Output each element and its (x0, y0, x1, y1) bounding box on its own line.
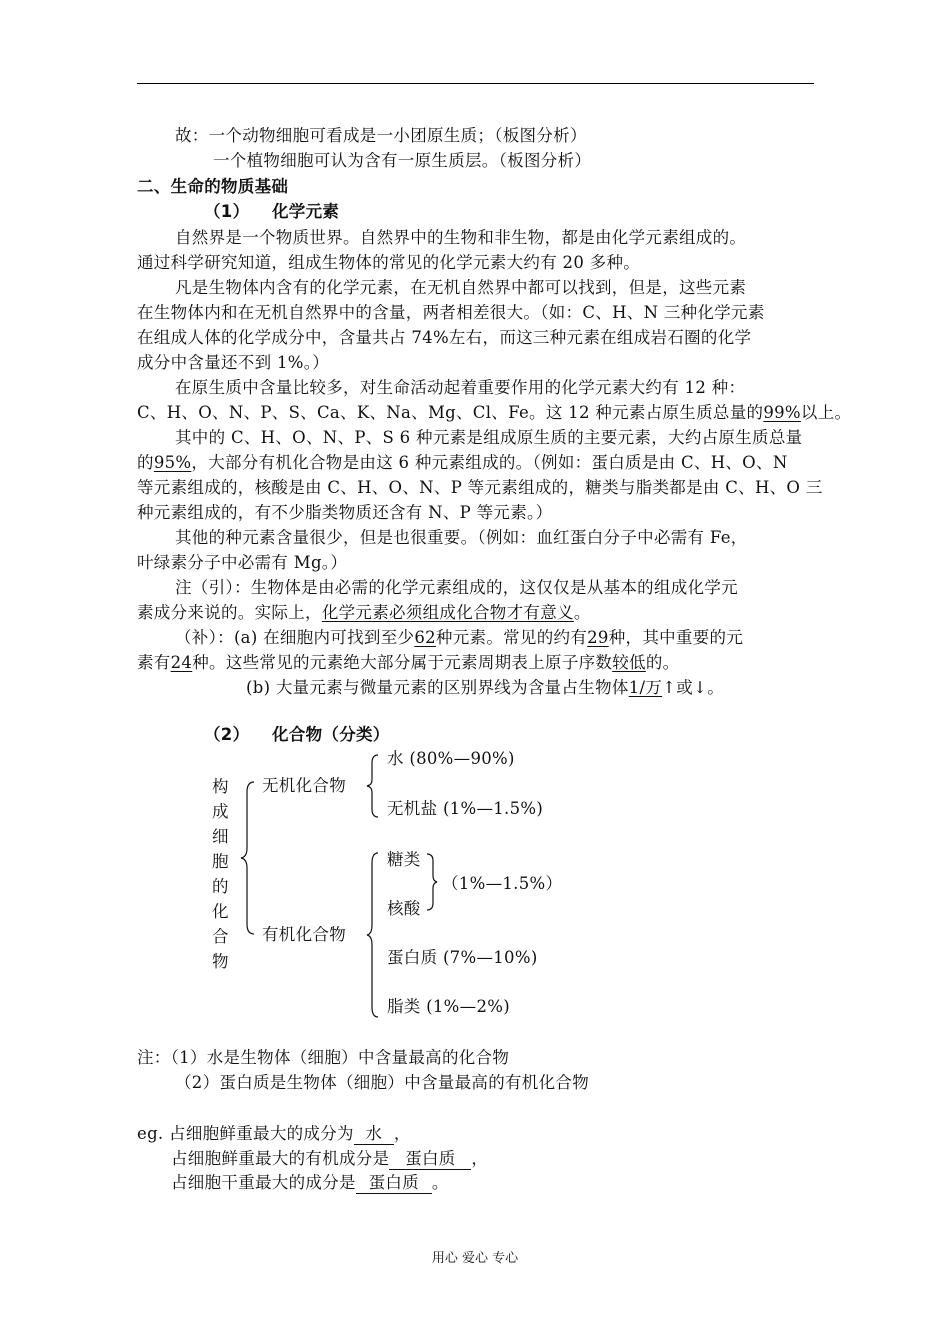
answer-blank: 蛋白质 (356, 1173, 432, 1194)
example-line: eg. 占细胞鲜重最大的成分为 水 ， (137, 1124, 411, 1143)
supplement-line: （补）：(a) 在细胞内可找到至少62种元素。常见的约有29种，其中重要的元 (175, 628, 744, 647)
underlined-answer: 95% (153, 453, 192, 472)
paragraph-5-line: 其他的种元素含量很少，但是也很重要。（例如：血红蛋白分子中必需有 Fe， (175, 528, 748, 547)
subheading-2-number: （2） (204, 725, 250, 744)
root-char: 的 (212, 877, 229, 896)
answer-blank: 水 (354, 1124, 394, 1145)
sugar-nucleic-percentage: （1%—1.5%） (442, 874, 563, 893)
underlined-answer: 99% (763, 403, 801, 422)
lipid-item: 脂类 (1%—2%) (387, 997, 510, 1016)
sugar-item: 糖类 (387, 850, 421, 869)
answer-blank: 蛋白质 (389, 1149, 471, 1170)
paragraph-4-line: 其中的 C、H、O、N、P、S 6 种元素是组成原生质的主要元素，大约占原生质总量 (175, 428, 803, 447)
paragraph-2-line: 在生物体内和在无机自然界中的含量，两者相差很大。（如：C、H、N 三种化学元素 (137, 303, 765, 322)
underlined-answer: 1/万 (628, 678, 663, 697)
paragraph-2-line: 凡是生物体内含有的化学元素，在无机自然界中都可以找到，但是，这些元素 (175, 278, 747, 297)
root-char: 合 (212, 927, 229, 946)
section-heading: 二、生命的物质基础 (137, 177, 289, 196)
example-line: 占细胞干重最大的成分是 蛋白质 。 (171, 1173, 449, 1192)
example-line: 占细胞鲜重最大的有机成分是 蛋白质 ， (171, 1149, 489, 1168)
underlined-answer: 较低 (612, 653, 646, 672)
nucleic-acid-item: 核酸 (387, 899, 421, 918)
root-char: 物 (212, 952, 229, 971)
paragraph-2-line: 在组成人体的化学成分中，含量共占 74%左右，而这三种元素在组成岩石圈的化学 (137, 328, 752, 347)
inorganic-compound-label: 无机化合物 (262, 776, 346, 795)
protein-item: 蛋白质 (7%—10%) (387, 948, 538, 967)
organic-brace (364, 850, 382, 1020)
header-rule (137, 83, 814, 84)
intro-line-2: 一个植物细胞可认为含有一原生质层。（板图分析） (213, 151, 592, 170)
note-2-line-2: （2）蛋白质是生物体（细胞）中含量最高的有机化合物 (175, 1073, 589, 1092)
underlined-answer: 化学元素必须组成化合物才有意义 (321, 603, 574, 622)
paragraph-3-line: 在原生质中含量比较多，对生命活动起着重要作用的化学元素大约有 12 种： (175, 378, 746, 397)
water-item: 水 (80%—90%) (387, 749, 515, 768)
paragraph-1-line: 通过科学研究知道，组成生物体的常见的化学元素大约有 20 多种。 (137, 253, 641, 272)
paragraph-4-line: 种元素组成的，有不少脂类物质还含有 N、P 等元素。） (137, 503, 553, 522)
inorganic-brace (364, 752, 382, 820)
root-char: 胞 (212, 852, 229, 871)
note-2-line-1: 注：（1）水是生物体（细胞）中含量最高的化合物 (137, 1048, 510, 1067)
inorganic-salt-item: 无机盐 (1%—1.5%) (387, 799, 544, 818)
paragraph-1-line: 自然界是一个物质世界。自然界中的生物和非生物，都是由化学元素组成的。 (175, 228, 747, 247)
underlined-answer: 62 (414, 628, 436, 647)
root-char: 构 (212, 777, 229, 796)
root-char: 细 (212, 827, 229, 846)
underlined-answer: 24 (170, 653, 193, 672)
paragraph-4-line: 的95%，大部分有机化合物是由这 6 种元素组成的。（例如：蛋白质是由 C、H、O、N (137, 453, 788, 472)
supplement-line: (b) 大量元素与微量元素的区别界线为含量占生物体1/万↑或↓。 (246, 678, 725, 697)
root-char: 成 (212, 802, 229, 821)
root-brace (238, 778, 258, 938)
subheading-1-title: 化学元素 (272, 202, 340, 221)
underlined-answer: 29 (587, 628, 609, 647)
supplement-line: 素有24种。这些常见的元素绝大部分属于元素周期表上原子序数较低的。 (137, 653, 680, 672)
root-char: 化 (212, 902, 229, 921)
paragraph-5-line: 叶绿素分子中必需有 Mg。） (137, 553, 348, 572)
note-line: 素成分来说的。实际上，化学元素必须组成化合物才有意义。 (137, 603, 591, 622)
intro-line-1: 故：一个动物细胞可看成是一小团原生质；（板图分析） (175, 126, 587, 145)
note-line: 注（引）：生物体是由必需的化学元素组成的，这仅仅是从基本的组成化学元 (175, 578, 738, 597)
organic-compound-label: 有机化合物 (262, 925, 346, 944)
sugar-nucleic-brace (424, 851, 440, 913)
page-footer: 用心 爱心 专心 (431, 1251, 519, 1266)
paragraph-3-line: C、H、O、N、P、S、Ca、K、Na、Mg、Cl、Fe。这 12 种元素占原生质总量的99%以上。 (137, 403, 852, 422)
subheading-1-number: （1） (204, 202, 250, 221)
paragraph-4-line: 等元素组成的，核酸是由 C、H、O、N、P 等元素组成的，糖类与脂类都是由 C、H、O 三 (137, 478, 823, 497)
subheading-2-title: 化合物（分类） (272, 725, 390, 744)
paragraph-2-line: 成分中含量还不到 1%。） (137, 353, 330, 372)
